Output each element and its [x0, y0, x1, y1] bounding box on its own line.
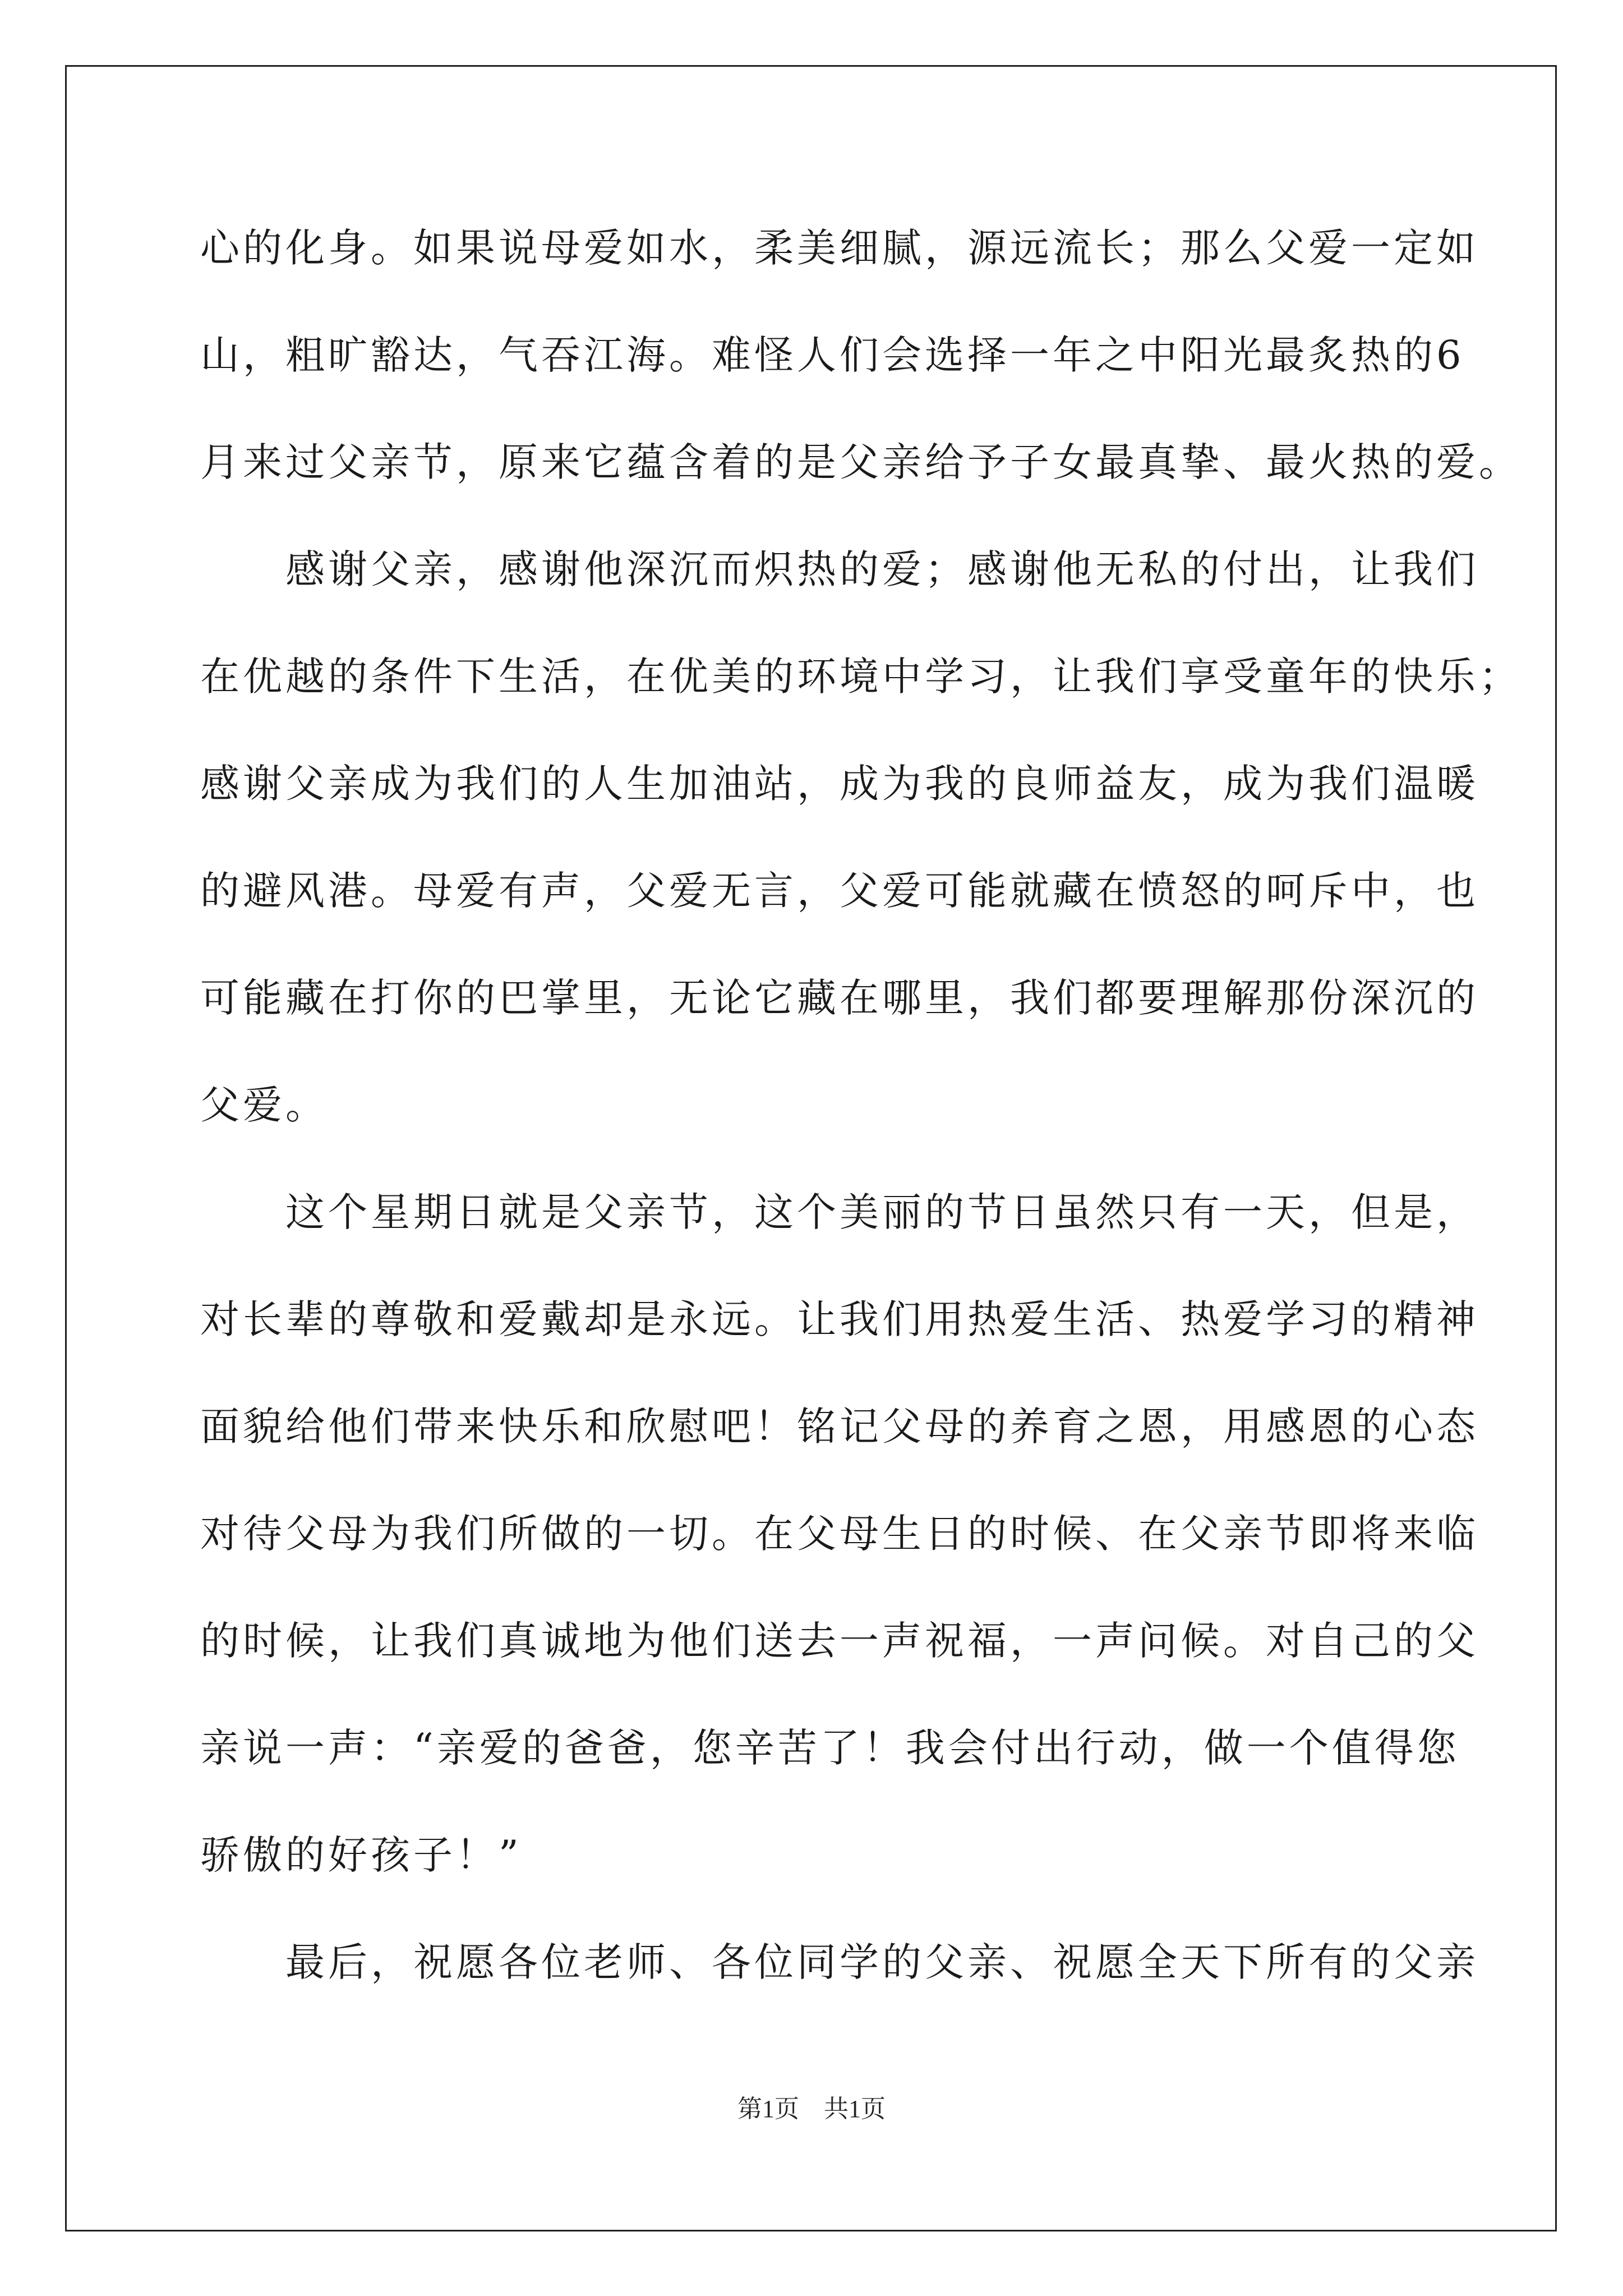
text-line: 月来过父亲节，原来它蕴含着的是父亲给予子女最真挚、最火热的爱。: [200, 439, 1521, 485]
text-line: 的时候，让我们真诚地为他们送去一声祝福，一声问候。对自己的父: [200, 1618, 1479, 1664]
text-line: 父爱。: [200, 1082, 328, 1128]
text-line: 感谢父亲成为我们的人生加油站，成为我的良师益友，成为我们温暖: [200, 761, 1479, 807]
page-border: [65, 65, 1557, 2231]
text-line: 最后，祝愿各位老师、各位同学的父亲、祝愿全天下所有的父亲: [200, 1939, 1479, 1985]
text-line: 山，粗旷豁达，气吞江海。难怪人们会选择一年之中阳光最炙热的6: [200, 332, 1465, 378]
text-line: 感谢父亲，感谢他深沉而炽热的爱；感谢他无私的付出，让我们: [200, 546, 1479, 592]
page-number-footer: 第1页 共1页: [737, 2095, 886, 2123]
text-line: 的避风港。母爱有声，父爱无言，父爱可能就藏在愤怒的呵斥中，也: [200, 868, 1479, 914]
text-line: 这个星期日就是父亲节，这个美丽的节日虽然只有一天，但是，: [200, 1189, 1479, 1235]
text-line: 骄傲的好孩子！”: [200, 1832, 522, 1878]
text-line: 心的化身。如果说母爱如水，柔美细腻，源远流长；那么父爱一定如: [200, 225, 1479, 271]
text-line: 对待父母为我们所做的一切。在父母生日的时候、在父亲节即将来临: [200, 1511, 1479, 1557]
text-line: 面貌给他们带来快乐和欣慰吧！铭记父母的养育之恩，用感恩的心态: [200, 1404, 1479, 1450]
text-line: 亲说一声：“亲爱的爸爸，您辛苦了！我会付出行动，做一个值得您: [200, 1725, 1460, 1771]
text-line: 可能藏在打你的巴掌里，无论它藏在哪里，我们都要理解那份深沉的: [200, 975, 1479, 1021]
text-line: 对长辈的尊敬和爱戴却是永远。让我们用热爱生活、热爱学习的精神: [200, 1296, 1479, 1342]
text-line: 在优越的条件下生活，在优美的环境中学习，让我们享受童年的快乐；: [200, 654, 1521, 700]
